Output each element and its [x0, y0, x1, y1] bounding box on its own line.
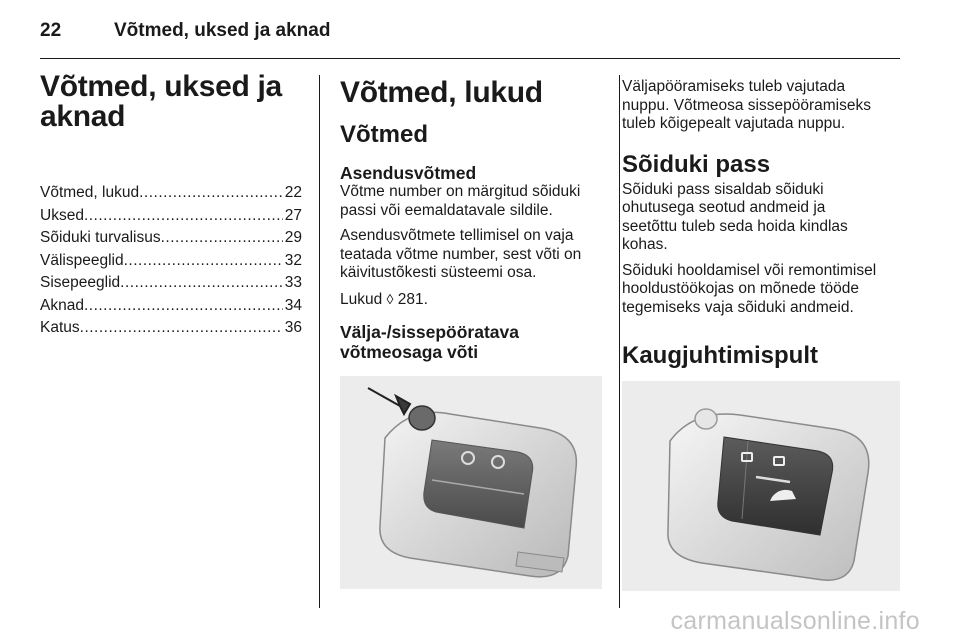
text-line: hooldustöökojas on mõnede tööde	[622, 280, 859, 297]
toc-label: Uksed	[40, 206, 84, 224]
watermark: carmanualsonline.info	[670, 607, 920, 635]
toc-entry[interactable]	[40, 205, 302, 228]
toc-label: Sisepeeglid	[40, 274, 121, 291]
toc-entry[interactable]	[40, 317, 302, 340]
arrow-icon	[368, 388, 410, 414]
section-title: Võtmed, lukud	[340, 76, 543, 109]
text-line: seetõttu tuleb seda hoida kindlas	[622, 217, 848, 235]
chapter-title	[40, 72, 302, 132]
text-line: Sõiduki hooldamisel või remontimisel	[622, 261, 877, 279]
text-line: käivitustõkesti süsteemi osa.	[340, 264, 537, 281]
text-line: kohas.	[622, 236, 668, 253]
text-line: Väljapööramiseks tuleb vajutada	[622, 78, 846, 95]
toc-label: Võtmed, lukud	[40, 184, 140, 201]
toc-leader	[139, 182, 283, 205]
toc-leader	[124, 250, 283, 273]
text-line: Asendusvõtmete tellimisel on vaja	[340, 227, 574, 244]
text-line: Võtme number on märgitud sõiduki	[340, 183, 581, 200]
reference-label: Lukud	[340, 290, 383, 308]
toc-page: 29	[284, 229, 302, 246]
paragraph-unfold-key	[622, 78, 904, 134]
vehicle-pass-column	[622, 72, 904, 591]
heading-line: Välja-/sissepööratava	[340, 322, 519, 342]
text-line: Sõiduki pass sisaldab sõiduki	[622, 180, 824, 198]
column-divider-right	[619, 75, 620, 608]
remote-control-illustration	[622, 381, 900, 591]
toc-label: Katus	[40, 319, 80, 336]
toc-entry[interactable]	[40, 227, 302, 250]
paragraph-vehicle-data	[622, 262, 904, 318]
toc-page: 33	[284, 274, 302, 291]
header-rule	[40, 58, 900, 59]
remote-key-drawing	[622, 381, 900, 591]
paragraph-ordering-keys	[340, 227, 602, 283]
toc-entry[interactable]	[40, 272, 302, 295]
text-line: tuleb kõigepealt vajutada nuppu.	[622, 115, 846, 132]
page-reference-icon: ◊	[386, 290, 394, 307]
heading-line: võtmeosaga võti	[340, 342, 479, 362]
toc-entry[interactable]	[40, 295, 302, 318]
toc-label: Välispeeglid	[40, 251, 124, 269]
toc-label: Sõiduki turvalisus	[40, 229, 161, 246]
chapter-title-line-2: aknad	[40, 100, 126, 133]
text-line: passi või eemaldatavale sildile.	[340, 201, 553, 219]
toc-page: 36	[284, 319, 302, 336]
toc-leader	[80, 317, 283, 340]
toc-leader	[84, 295, 283, 318]
text-line: teatada võtme number, sest võti on	[340, 245, 582, 263]
heading-flip-key	[340, 322, 602, 362]
subsection-title: Võtmed	[340, 121, 429, 148]
toc-page: 27	[284, 206, 302, 224]
key-release-button	[409, 406, 435, 430]
running-header-title: Võtmed, uksed ja aknad	[114, 20, 331, 41]
flip-key-illustration	[340, 376, 602, 589]
paragraph-vehicle-pass	[622, 181, 904, 255]
toc-page: 32	[284, 251, 302, 269]
toc-entry[interactable]	[40, 250, 302, 273]
text-line: ohutusega seotud andmeid ja	[622, 199, 826, 216]
heading-replacement-keys: Asendusvõtmed	[340, 163, 477, 183]
reference-page: 281.	[397, 290, 428, 308]
text-line: tegemiseks vaja sõiduki andmeid.	[622, 298, 854, 316]
page-number: 22	[40, 20, 62, 41]
heading-remote-control: Kaugjuhtimispult	[622, 342, 818, 369]
toc-leader	[161, 227, 283, 250]
flip-key-drawing	[340, 376, 602, 589]
heading-vehicle-pass: Sõiduki pass	[622, 150, 771, 178]
chapter-column	[40, 72, 302, 340]
toc-page: 34	[284, 296, 302, 314]
table-of-contents	[40, 182, 302, 340]
paragraph-key-number	[340, 183, 602, 220]
column-divider-left	[319, 75, 320, 608]
chapter-title-line-1: Võtmed, uksed ja	[40, 70, 282, 103]
toc-leader	[84, 205, 283, 228]
text-line: nuppu. Võtmeosa sissepööramiseks	[622, 96, 871, 114]
toc-label: Aknad	[40, 296, 84, 314]
toc-leader	[120, 272, 283, 295]
cross-reference[interactable]	[340, 290, 602, 310]
keys-locks-column	[340, 72, 602, 589]
key-release-button	[695, 409, 717, 429]
toc-entry[interactable]	[40, 182, 302, 205]
toc-page: 22	[284, 184, 302, 201]
